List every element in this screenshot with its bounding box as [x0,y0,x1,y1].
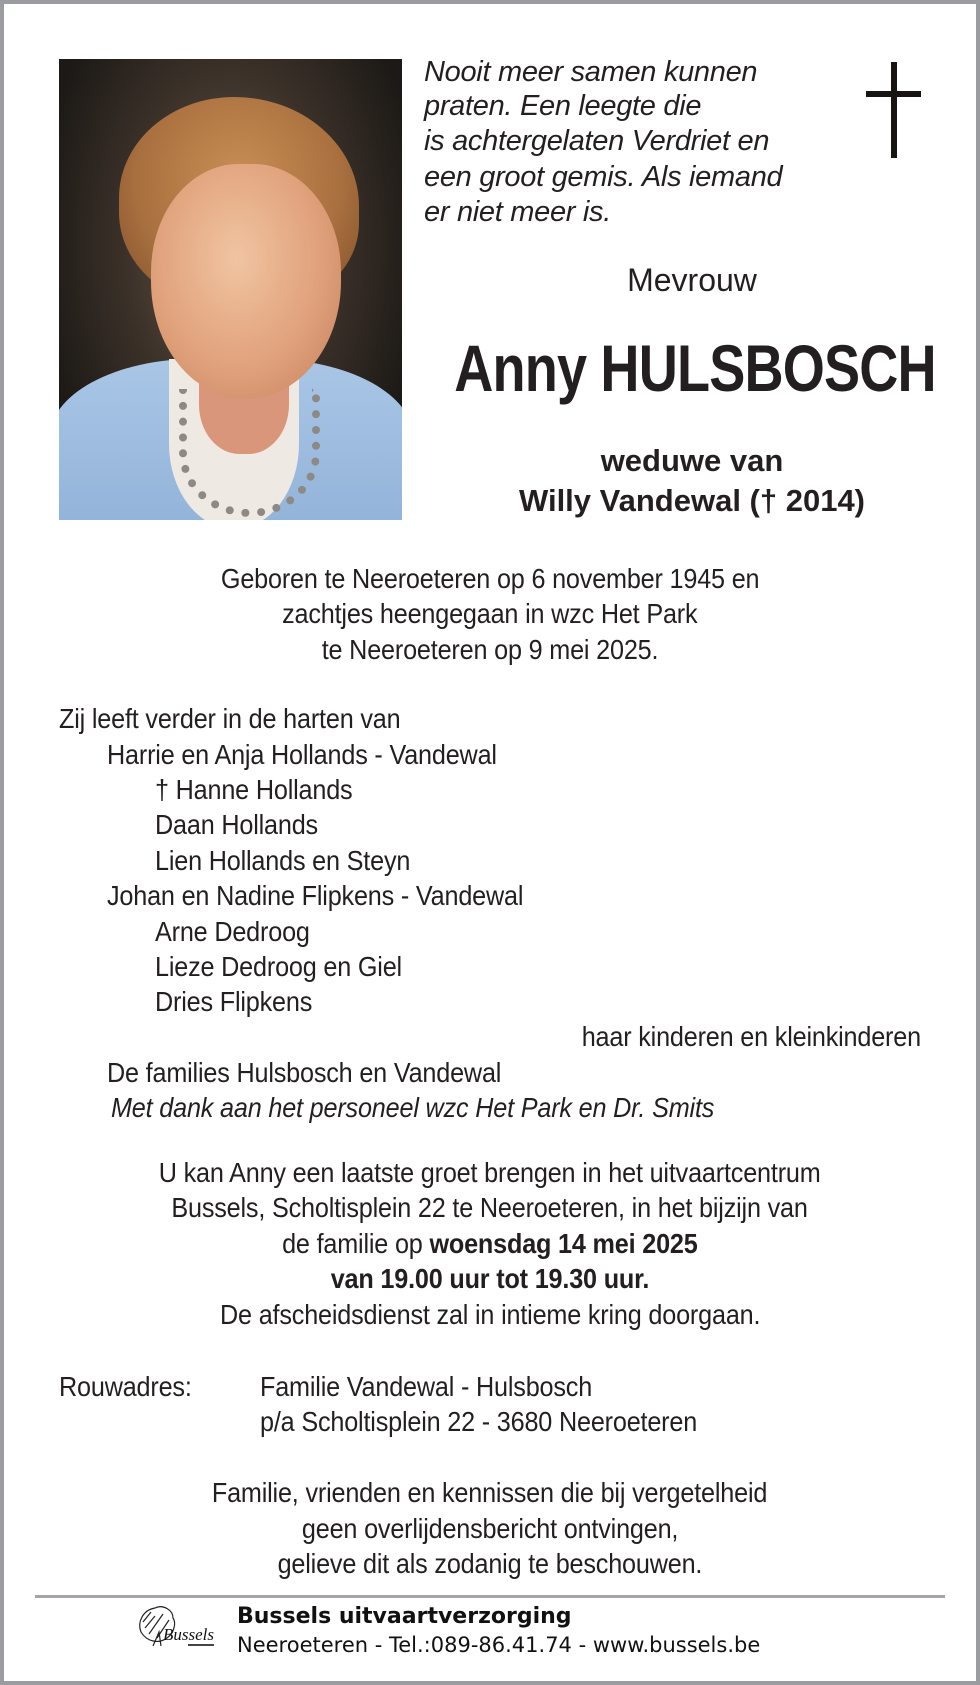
visitation-line: de familie op [282,1228,430,1259]
family-member: Harrie en Anja Hollands - Vandewal [107,739,497,770]
family-intro: Zij leeft verder in de harten van [59,703,401,734]
families-line: De families Hulsbosch en Vandewal [107,1057,502,1088]
spouse-line: Willy Vandewal († 2014) [518,483,866,518]
visitation-line: Bussels, Scholtisplein 22 te Neeroeteren, in het bijzijn van [171,1192,809,1223]
footer-divider [35,1595,945,1598]
family-member: Lieze Dedroog en Giel [155,951,402,982]
poem-line: is achtergelaten Verdriet en [424,125,770,157]
visitation-time: van 19.00 uur tot 19.30 uur. [330,1263,650,1294]
portrait-photo [59,59,402,520]
birth-line: zachtjes heengegaan in wzc Het Park [282,598,698,629]
family-member: Daan Hollands [155,809,318,840]
poem-line: een groot gemis. Als iemand [424,161,783,193]
address-line: Familie Vandewal - Hulsbosch [260,1371,593,1402]
photo-face [151,164,341,399]
family-member: Dries Flipkens [155,986,313,1017]
address-line: p/a Scholtisplein 22 - 3680 Neeroeteren [260,1406,698,1437]
poem-line: er niet meer is. [424,196,611,228]
photo-necklace [179,389,320,517]
family-member: † Hanne Hollands [155,774,353,805]
visitation-line: U kan Anny een laatste groet brengen in het uitvaartcentrum [159,1157,821,1188]
birth-line: te Neeroeteren op 9 mei 2025. [321,634,659,665]
family-member: Lien Hollands en Steyn [155,845,411,876]
widow-line: weduwe van [600,443,784,478]
family-member: Johan en Nadine Flipkens - Vandewal [107,880,524,911]
thanks-line: Met dank aan het personeel wzc Het Park en Dr. Smits [111,1092,715,1123]
poem-line: Nooit meer samen kunnen [424,56,758,88]
salutation: Mevrouw [627,262,757,298]
notice-line: geen overlijdensbericht ontvingen, [301,1513,679,1544]
address-label: Rouwadres: [59,1371,192,1402]
svg-text:Bussels: Bussels [163,1625,214,1644]
family-member: Arne Dedroog [155,916,310,947]
bussels-logo [133,1602,219,1650]
family-group-label: haar kinderen en kleinkinderen [581,1021,921,1052]
notice-line: gelieve dit als zodanig te beschouwen. [277,1548,703,1579]
company-contact: Neeroeteren - Tel.:089-86.41.74 - www.bussels.be [237,1633,761,1657]
service-note: De afscheidsdienst zal in intieme kring doorgaan. [219,1299,761,1330]
company-name: Bussels uitvaartverzorging [237,1604,572,1629]
notice-line: Familie, vrienden en kennissen die bij vergetelheid [212,1477,768,1508]
visitation-date: woensdag 14 mei 2025 [429,1228,698,1259]
birth-line: Geboren te Neeroeteren op 6 november 1945 en [220,563,760,594]
poem-line: praten. Een leegte die [424,90,702,122]
deceased-name: Anny HULSBOSCH [454,331,936,405]
